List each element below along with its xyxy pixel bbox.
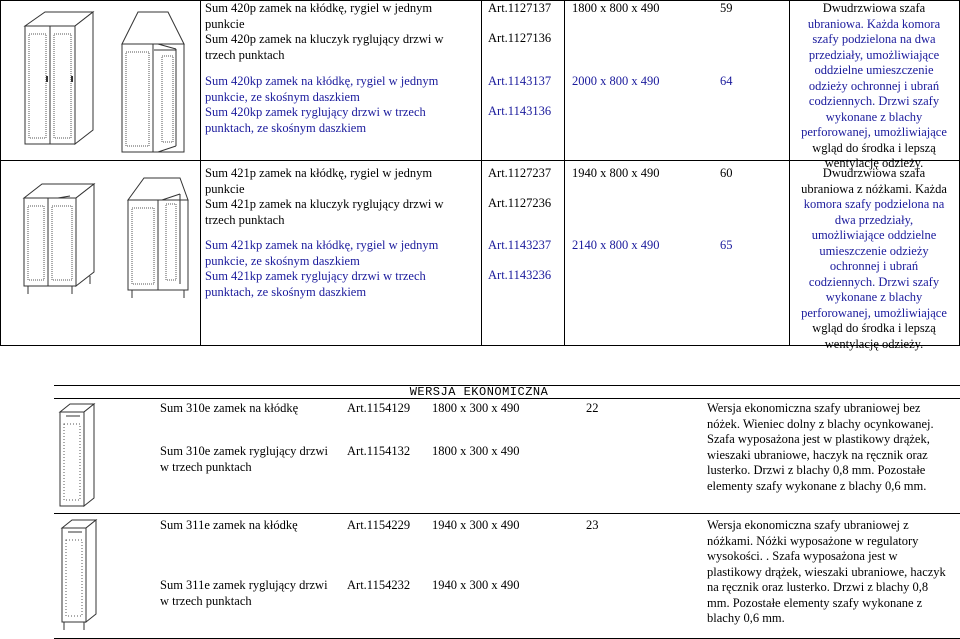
note-line: wgląd do środka i lepszą (812, 321, 936, 335)
weight: 65 (720, 238, 733, 252)
desc-line: Sum 421kp zamek na kłódkę, rygiel w jednym (205, 238, 439, 252)
desc-line: Sum 420p zamek na kłódkę, rygiel w jednym (205, 1, 433, 15)
locker-310e-image (56, 402, 98, 510)
note-line: nóżkami. Nóżki wyposażone w regulatory (707, 533, 919, 548)
desc-line: Sum 420p zamek na kluczyk ryglujący drzwi w (205, 32, 444, 46)
note-line: elementy szafy wykonane z blachy 0,6 mm. (707, 478, 927, 493)
art-number: Art.1127237 (488, 166, 552, 180)
note-line: perforowanej, umożliwiające (801, 125, 947, 139)
art-number: Art.1143236 (488, 268, 552, 282)
economy-header: WERSJA EKONOMICZNA (409, 385, 549, 399)
note-line: Dwudrzwiowa szafa (822, 166, 926, 180)
eco-desc-line: Sum 310e zamek ryglujący drzwi (160, 444, 329, 458)
weight: 60 (720, 166, 733, 180)
art-number: Art.1127137 (488, 1, 552, 15)
note-line: wieszaki ubraniowe, haczyk na ręcznik oraz (707, 447, 928, 462)
note-line: codziennych. Drzwi szafy (808, 274, 940, 289)
desc-line: trzech punktach (205, 47, 285, 62)
note-line: ochronnej i ubrań (829, 259, 919, 273)
weight: 23 (586, 518, 599, 532)
note-line: wentylację odzieży. (824, 156, 924, 170)
desc-line: trzech punktach (205, 212, 285, 227)
eco-desc-line: Sum 311e zamek ryglujący drzwi (160, 578, 328, 592)
art-number: Art.1143137 (488, 74, 552, 88)
note-line: na ręcznik oraz lusterko. Drzwi z blachy 0,8 (707, 580, 929, 594)
note-line: Wersja ekonomiczna szafy ubraniowej bez (707, 401, 921, 415)
locker-421p-image (18, 178, 98, 298)
dimensions: 1940 x 300 x 490 (432, 578, 520, 592)
eco-desc-line: w trzech punktach (160, 593, 252, 608)
desc-line: punkcie, ze skośnym daszkiem (205, 89, 360, 104)
note-line: przedziały, umożliwiające (808, 47, 940, 62)
art-number: Art.1143237 (488, 238, 552, 252)
eco-desc: Sum 311e zamek na kłódkę (160, 518, 298, 532)
art-number: Art.1127136 (488, 31, 552, 45)
desc-line: Sum 421p zamek na kłódkę, rygiel w jednym (205, 166, 433, 180)
note-line: nóżek. Wieniec dolny z blachy ocynkowanej. (707, 416, 934, 431)
note-line: ubraniowa z nóżkami. Każda (801, 181, 947, 196)
note-line: lusterko. Drzwi z blachy 0,8 mm. Pozostałe (707, 463, 926, 477)
note-line: blachy 0,6 mm. (707, 611, 785, 625)
dimensions: 2000 x 800 x 490 (572, 74, 660, 88)
art-number: Art.1143136 (488, 104, 552, 118)
note-line: plastikowy drążek, wieszaki ubraniowe, haczyk (707, 564, 946, 579)
note-line: Szafa wyposażona jest w plastikowy drążek, (707, 432, 930, 446)
desc-line: punkcie, ze skośnym daszkiem (205, 253, 360, 268)
locker-311e-image (58, 518, 100, 634)
dimensions: 1940 x 300 x 490 (432, 518, 520, 532)
note-line: odzieży ochronnej i ubrań (808, 78, 940, 93)
locker-421kp-image (122, 172, 194, 302)
art-number: Art.1127236 (488, 196, 552, 210)
desc-line: punkcie (205, 16, 245, 31)
note-line: wykonane z blachy (825, 109, 923, 124)
desc-line: punktach, ze skośnym daszkiem (205, 120, 367, 135)
note-line: ubraniowa. Każda komora (807, 16, 941, 31)
desc-line: Sum 421kp zamek ryglujący drzwi w trzech (205, 269, 426, 283)
note-line: Wersja ekonomiczna szafy ubraniowej z (707, 518, 909, 532)
desc-line: punktach, ze skośnym daszkiem (205, 284, 367, 299)
dimensions: 1800 x 300 x 490 (432, 401, 520, 415)
note-line: wentylację odzieży. (824, 336, 924, 351)
desc-line: Sum 420kp zamek na kłódkę, rygiel w jednym (205, 74, 439, 88)
note-line: umożliwiające oddzielne (811, 228, 937, 242)
dimensions: 1800 x 800 x 490 (572, 1, 660, 15)
note-line: mm. Pozostałe elementy szafy wykonane z (707, 595, 923, 610)
desc-line: punkcie (205, 181, 245, 196)
art-number: Art.1154129 (347, 401, 411, 415)
weight: 64 (720, 74, 733, 88)
note-line: wykonane z blachy (825, 290, 923, 304)
locker-420kp-image (118, 4, 190, 154)
desc-line: Sum 421p zamek na kluczyk ryglujący drzwi w (205, 197, 444, 211)
note-line: szafy podzielona na dwa (812, 32, 936, 46)
weight: 59 (720, 1, 733, 15)
note-line: Dwudrzwiowa szafa (822, 1, 926, 15)
dimensions: 1940 x 800 x 490 (572, 166, 660, 180)
art-number: Art.1154132 (347, 444, 411, 458)
eco-desc: Sum 310e zamek na kłódkę (160, 401, 299, 415)
art-number: Art.1154232 (347, 578, 411, 592)
art-number: Art.1154229 (347, 518, 411, 532)
note-line: perforowanej, umożliwiające (801, 305, 947, 320)
desc-line: Sum 420kp zamek ryglujący drzwi w trzech (205, 105, 426, 119)
note-line: komora szafy podzielona na (803, 197, 945, 211)
note-line: oddzielne umieszczenie (814, 63, 934, 77)
note-line: wgląd do środka i lepszą (812, 140, 936, 155)
locker-420p-image (15, 6, 95, 146)
note-line: umieszczenie odzieży (819, 243, 929, 258)
note-line: codziennych. Drzwi szafy (808, 94, 940, 108)
note-line: wysokości. . Szafa wyposażona jest w (707, 549, 898, 563)
eco-desc-line: w trzech punktach (160, 459, 252, 474)
weight: 22 (586, 401, 599, 415)
dimensions: 1800 x 300 x 490 (432, 444, 520, 458)
note-line: dwa przedziały, (834, 212, 914, 227)
dimensions: 2140 x 800 x 490 (572, 238, 660, 252)
